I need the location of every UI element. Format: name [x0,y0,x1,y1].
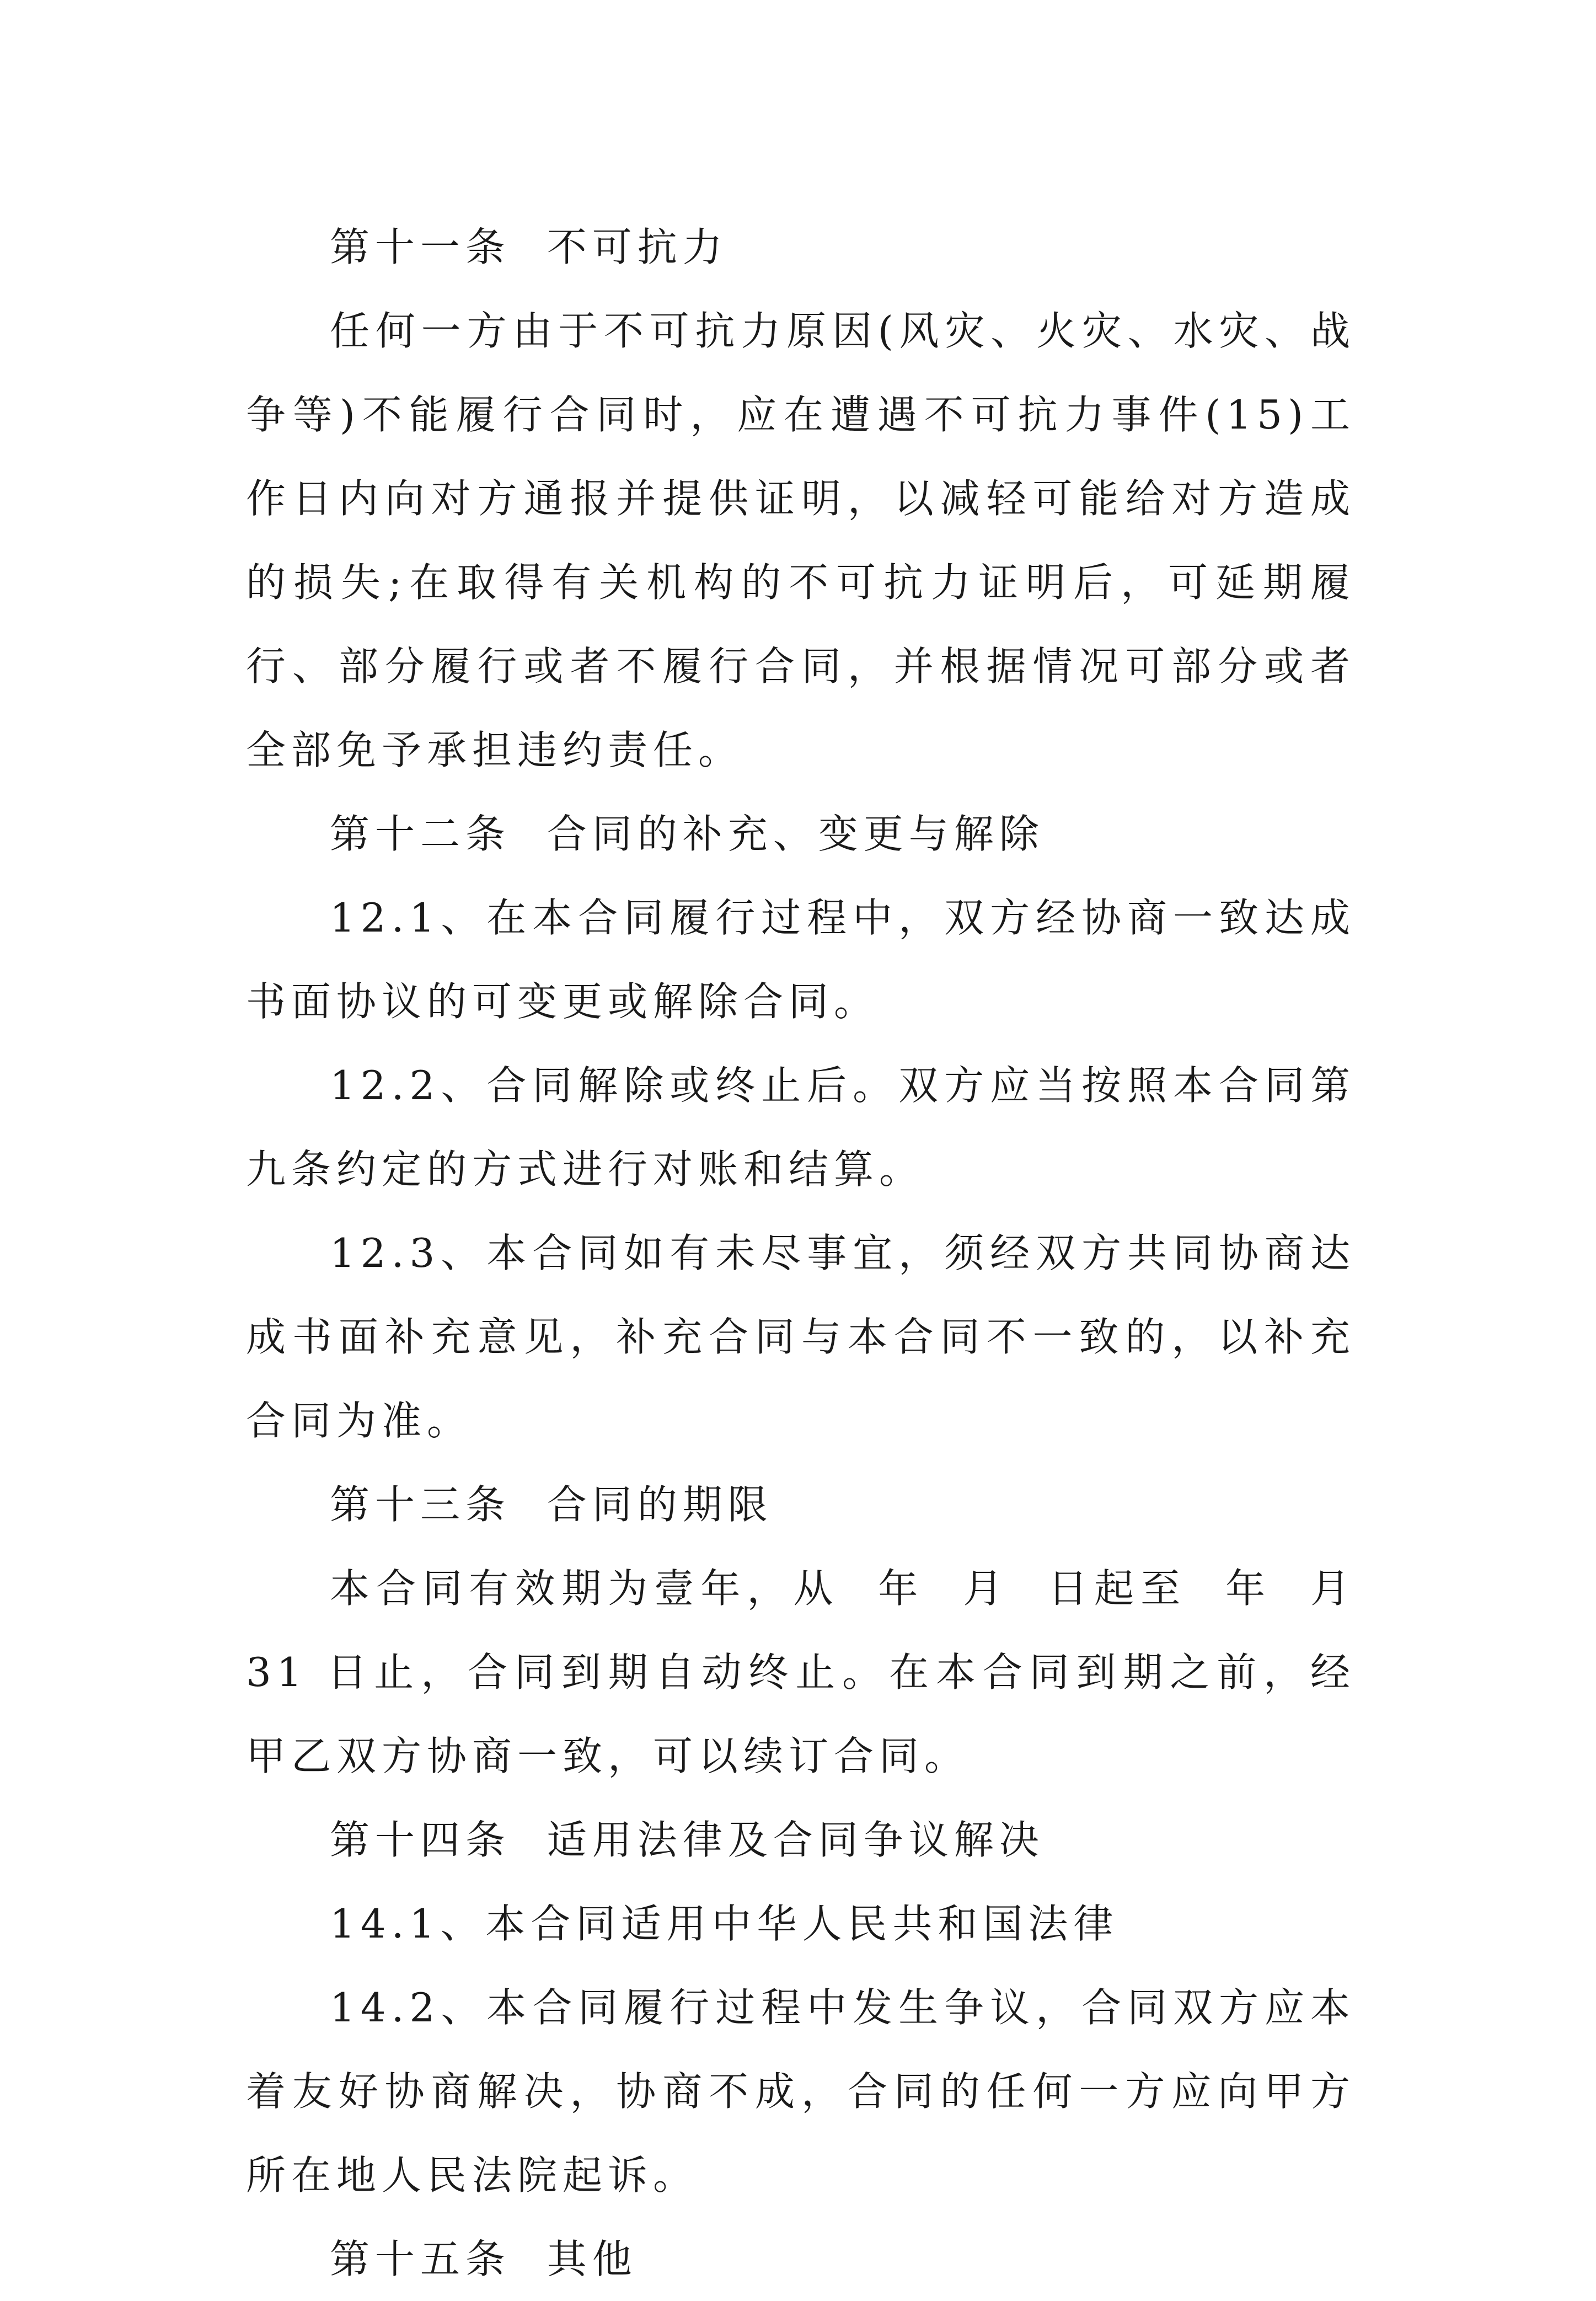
clause-12-3-paragraph: 12.3、本合同如有未尽事宜，须经双方共同协商达成书面补充意见，补充合同与本合同不一致的，以补充合同为准。 [246,1230,1356,1444]
article-13-heading: 第十三条 合同的期限 [330,1481,773,1528]
article-14-heading: 第十四条 适用法律及合同争议解决 [330,1817,1045,1863]
article-13-paragraph: 本合同有效期为壹年，从 年 月 日起至 年 月 31 日止，合同到期自动终止。在本合同到期之前，经甲乙双方协商一致，可以续订合同。 [246,1565,1374,1779]
article-11-heading: 第十一条 不可抗力 [330,224,728,270]
document-body [246,205,1374,2301]
clause-14-1-paragraph: 14.1、本合同适用中华人民共和国法律 [330,1901,1119,1947]
article-11-paragraph: 任何一方由于不可抗力原因(风灾、火灾、水灾、战争等)不能履行合同时，应在遭遇不可抗力事件(15)工作日内向对方通报并提供证明，以减轻可能给对方造成的损失;在取得有关机构的不可抗力证明后，可延期履行、部分履行或者不履行合同，并根据情况可部分或者全部免予承担违约责任。 [246,308,1356,773]
article-15-heading: 第十五条 其他 [330,2236,638,2282]
clause-12-2-paragraph: 12.2、合同解除或终止后。双方应当按照本合同第九条约定的方式进行对账和结算。 [246,1062,1356,1192]
clause-12-1-paragraph: 12.1、在本合同履行过程中，双方经协商一致达成书面协议的可变更或解除合同。 [246,895,1356,1025]
article-12-heading: 第十二条 合同的补充、变更与解除 [330,811,1045,857]
clause-14-2-paragraph: 14.2、本合同履行过程中发生争议，合同双方应本着友好协商解决，协商不成，合同的任何一方应向甲方所在地人民法院起诉。 [246,1984,1356,2198]
